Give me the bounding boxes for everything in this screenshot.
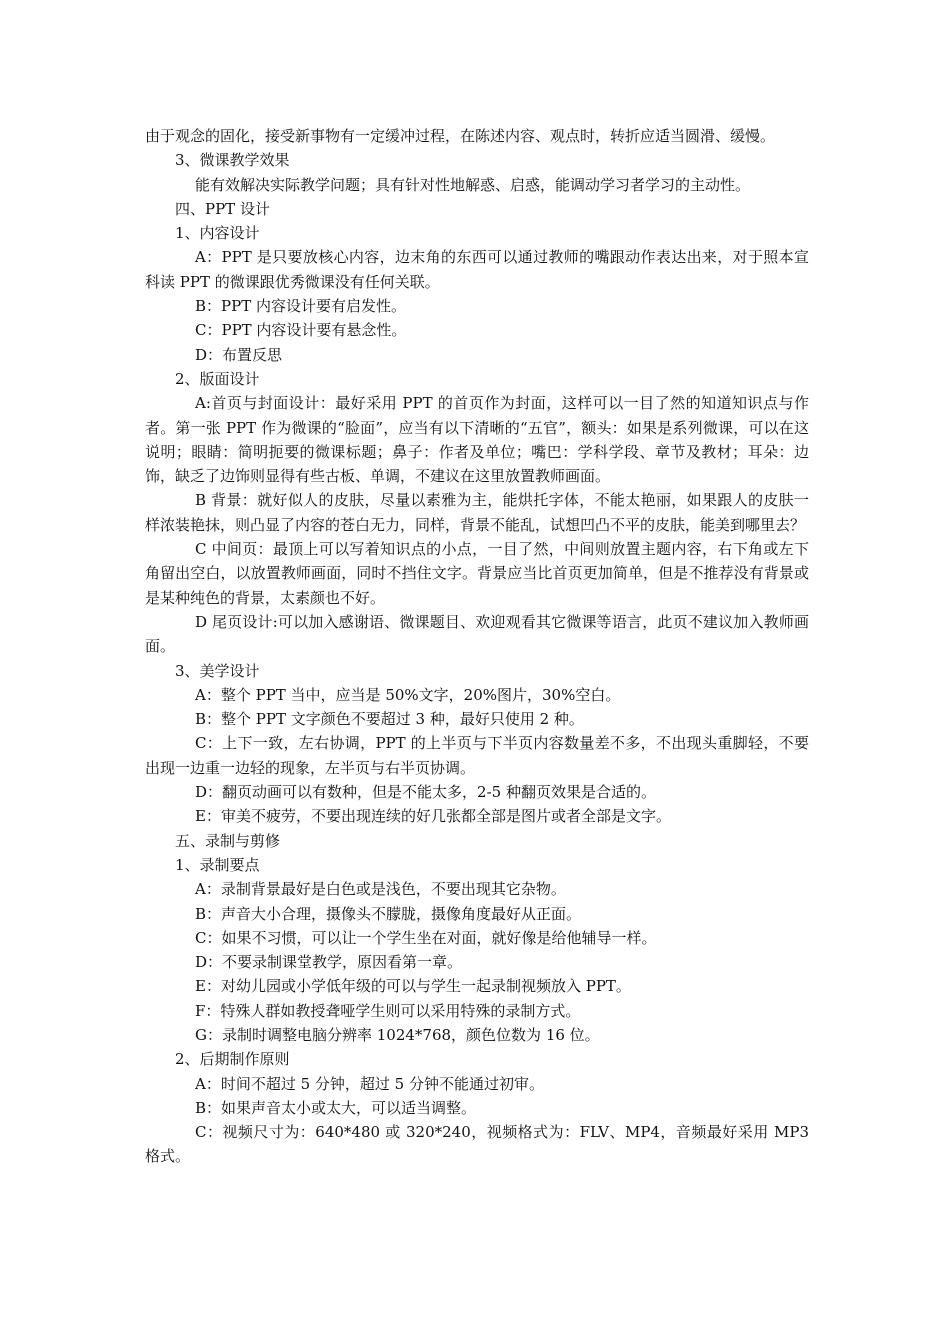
- paragraph: D 尾页设计:可以加入感谢语、微课题目、欢迎观看其它微课等语言，此页不建议加入教师画面。: [145, 612, 809, 656]
- paragraph: A：PPT 是只要放核心内容，边末角的东西可以通过教师的嘴跟动作表达出来，对于照本宣科读 PPT 的微课跟优秀微课没有任何关联。: [145, 248, 809, 291]
- paragraph: F：特殊人群如教授聋哑学生则可以采用特殊的录制方式。: [195, 1001, 581, 1020]
- paragraph-continuation: 由于观念的固化，接受新事物有一定缓冲过程，在陈述内容、观点时，转折应适当圆滑、缓慢。: [145, 127, 776, 145]
- paragraph: C：上下一致，左右协调，PPT 的上半页与下半页内容数量差不多，不出现头重脚轻，不要出现一边重一边轻的现象，左半页与右半页协调。: [145, 734, 809, 777]
- subheading-recording-points: 1、录制要点: [175, 855, 260, 874]
- paragraph: C 中间页：最顶上可以写着知识点的小点，一目了然，中间则放置主题内容，右下角或左下角留出空白，以放置教师画面，同时不挡住文字。背景应当比首页更加简单，但是不推荐没有背景或是某种纯色的背景，太素颜也不好。: [145, 540, 809, 607]
- paragraph: E：对幼儿园或小学低年级的可以与学生一起录制视频放入 PPT。: [195, 977, 631, 996]
- paragraph: A:首页与封面设计：最好采用 PPT 的首页作为封面，这样可以一目了然的知道知识点与作者。第一张 PPT 作为微课的“脸面”，应当有以下清晰的“五官”，额头：如果是系列微课，可以在这说明；眼睛：简明扼要的微课标题；鼻子：作者及单位；嘴巴：学科学段、章节及教材；耳朵：边饰，缺乏了边饰则显得有些古板、单调，不建议在这里放置教师画面。: [145, 394, 809, 486]
- subheading-post-production: 2、后期制作原则: [175, 1050, 290, 1069]
- heading-3-effect: 3、微课教学效果: [175, 151, 290, 170]
- paragraph: C：PPT 内容设计要有悬念性。: [195, 321, 407, 340]
- paragraph: C：如果不习惯，可以让一个学生坐在对面，就好像是给他辅导一样。: [195, 928, 657, 947]
- paragraph: A：整个 PPT 当中，应当是 50%文字，20%图片，30%空白。: [195, 685, 621, 704]
- paragraph: B 背景：就好似人的皮肤，尽量以素雅为主，能烘托字体，不能太艳丽，如果跟人的皮肤一样浓装艳抹，则凸显了内容的苍白无力，同样，背景不能乱，试想凹凸不平的皮肤，能美到哪里去？: [145, 491, 809, 534]
- paragraph: B：如果声音太小或太大，可以适当调整。: [195, 1098, 477, 1117]
- subheading-layout-design: 2、版面设计: [175, 369, 260, 388]
- paragraph: B：声音大小合理，摄像头不朦胧，摄像角度最好从正面。: [195, 904, 582, 923]
- subheading-content-design: 1、内容设计: [175, 224, 260, 243]
- paragraph: C：视频尺寸为：640*480 或 320*240，视频格式为：FLV、MP4，音频最好采用 MP3 格式。: [145, 1123, 809, 1166]
- paragraph: B：整个 PPT 文字颜色不要超过 3 种，最好只使用 2 种。: [195, 710, 584, 729]
- section-heading-recording: 五、录制与剪修: [175, 831, 281, 850]
- section-heading-ppt: 四、PPT 设计: [175, 199, 270, 218]
- paragraph: D：翻页动画可以有数种，但是不能太多，2-5 种翻页效果是合适的。: [195, 783, 656, 802]
- paragraph: A：录制背景最好是白色或是浅色，不要出现其它杂物。: [195, 880, 566, 899]
- paragraph: A：时间不超过 5 分钟，超过 5 分钟不能通过初审。: [195, 1074, 544, 1093]
- document-body: [145, 124, 809, 1169]
- subheading-aesthetic-design: 3、美学设计: [175, 661, 260, 680]
- paragraph: D：不要录制课堂教学，原因看第一章。: [195, 953, 463, 972]
- paragraph: D：布置反思: [195, 345, 283, 364]
- paragraph: 能有效解决实际教学问题；具有针对性地解惑、启惑，能调动学习者学习的主动性。: [195, 175, 751, 194]
- paragraph: E：审美不疲劳，不要出现连续的好几张都全部是图片或者全部是文字。: [195, 807, 671, 826]
- paragraph: B：PPT 内容设计要有启发性。: [195, 297, 406, 316]
- paragraph: G：录制时调整电脑分辨率 1024*768，颜色位数为 16 位。: [195, 1025, 600, 1044]
